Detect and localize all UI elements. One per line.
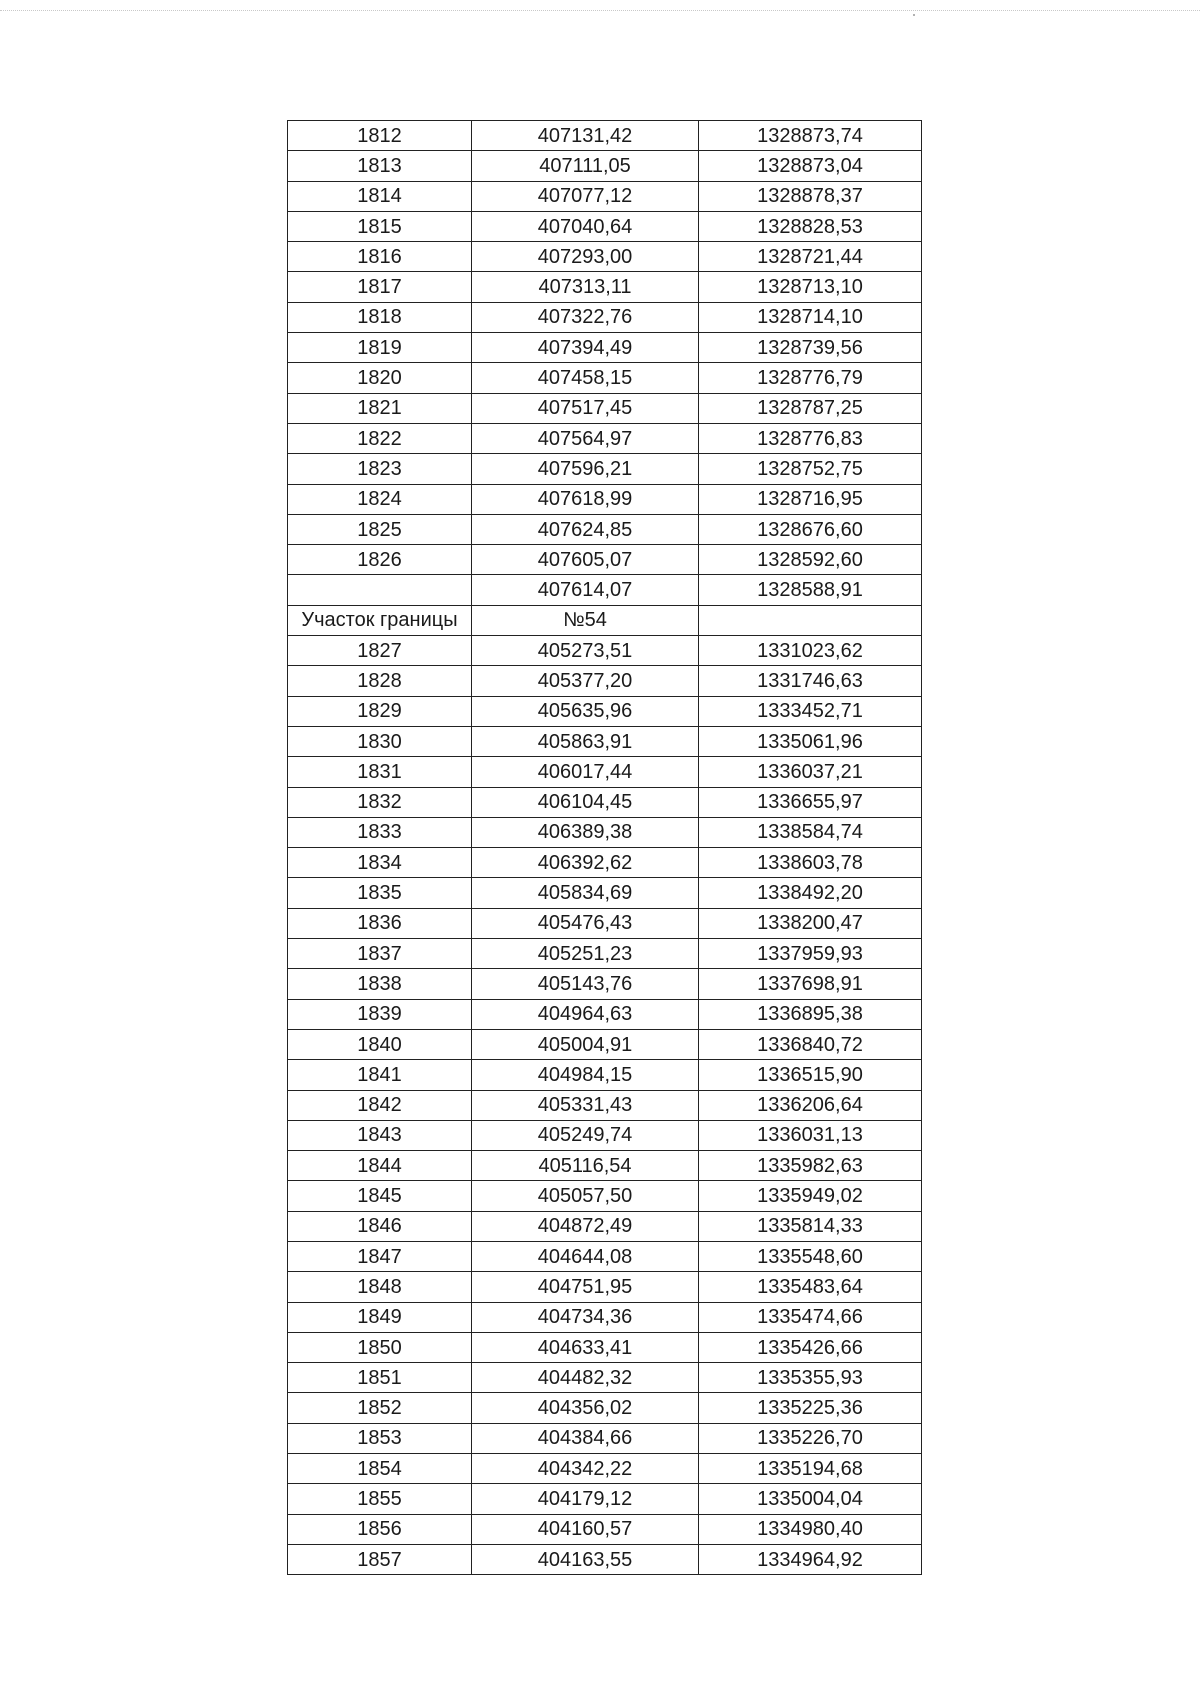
- point-number-cell: 1832: [288, 787, 472, 817]
- point-number-cell: 1849: [288, 1302, 472, 1332]
- y-coordinate-cell: 1336655,97: [699, 787, 922, 817]
- table-row: [288, 696, 922, 726]
- x-coordinate-cell: 404633,41: [472, 1332, 699, 1362]
- coordinates-table: [287, 120, 922, 1575]
- table-row: [288, 939, 922, 969]
- table-row: [288, 423, 922, 453]
- table-row: [288, 1302, 922, 1332]
- y-coordinate-cell: 1337698,91: [699, 969, 922, 999]
- table-row: [288, 1332, 922, 1362]
- table-row: [288, 969, 922, 999]
- point-number-cell: 1818: [288, 302, 472, 332]
- point-number-cell: 1848: [288, 1272, 472, 1302]
- point-number-cell: 1852: [288, 1393, 472, 1423]
- x-coordinate-cell: 404984,15: [472, 1060, 699, 1090]
- y-coordinate-cell: 1338200,47: [699, 908, 922, 938]
- y-coordinate-cell: 1335004,04: [699, 1484, 922, 1514]
- x-coordinate-cell: 407394,49: [472, 333, 699, 363]
- point-number-cell: 1846: [288, 1211, 472, 1241]
- x-coordinate-cell: 405331,43: [472, 1090, 699, 1120]
- table-row: [288, 1454, 922, 1484]
- table-row: [288, 1363, 922, 1393]
- x-coordinate-cell: 405116,54: [472, 1151, 699, 1181]
- table-row: [288, 333, 922, 363]
- table-row: [288, 1060, 922, 1090]
- y-coordinate-cell: 1328676,60: [699, 514, 922, 544]
- x-coordinate-cell: 405273,51: [472, 636, 699, 666]
- point-number-cell: 1828: [288, 666, 472, 696]
- y-coordinate-cell: 1335982,63: [699, 1151, 922, 1181]
- x-coordinate-cell: 405863,91: [472, 726, 699, 756]
- y-coordinate-cell: 1328716,95: [699, 484, 922, 514]
- point-number-cell: 1853: [288, 1423, 472, 1453]
- point-number-cell: 1815: [288, 211, 472, 241]
- table-row: [288, 575, 922, 605]
- point-number-cell: 1821: [288, 393, 472, 423]
- scan-edge-line: [0, 10, 1200, 11]
- table-row: [288, 1090, 922, 1120]
- y-coordinate-cell: 1336895,38: [699, 999, 922, 1029]
- y-coordinate-cell: 1328873,04: [699, 151, 922, 181]
- point-number-cell: 1839: [288, 999, 472, 1029]
- y-coordinate-cell: 1335061,96: [699, 726, 922, 756]
- y-coordinate-cell: 1328752,75: [699, 454, 922, 484]
- table-row: [288, 514, 922, 544]
- table-row: [288, 454, 922, 484]
- point-number-cell: 1854: [288, 1454, 472, 1484]
- table-row: [288, 1181, 922, 1211]
- x-coordinate-cell: 406104,45: [472, 787, 699, 817]
- table-row: [288, 302, 922, 332]
- x-coordinate-cell: 404872,49: [472, 1211, 699, 1241]
- x-coordinate-cell: 404482,32: [472, 1363, 699, 1393]
- table-row: [288, 1514, 922, 1544]
- table-row: [288, 121, 922, 151]
- point-number-cell: 1822: [288, 423, 472, 453]
- y-coordinate-cell: 1335474,66: [699, 1302, 922, 1332]
- y-coordinate-cell: 1334964,92: [699, 1544, 922, 1574]
- x-coordinate-cell: 407111,05: [472, 151, 699, 181]
- point-number-cell: Участок границы: [288, 605, 472, 635]
- point-number-cell: 1841: [288, 1060, 472, 1090]
- table-row: [288, 242, 922, 272]
- y-coordinate-cell: 1335814,33: [699, 1211, 922, 1241]
- y-coordinate-cell: 1336031,13: [699, 1120, 922, 1150]
- table-row: [288, 1484, 922, 1514]
- y-coordinate-cell: 1328592,60: [699, 545, 922, 575]
- table-row: [288, 999, 922, 1029]
- y-coordinate-cell: 1338603,78: [699, 848, 922, 878]
- point-number-cell: 1831: [288, 757, 472, 787]
- y-coordinate-cell: 1328714,10: [699, 302, 922, 332]
- x-coordinate-cell: 407618,99: [472, 484, 699, 514]
- x-coordinate-cell: 407077,12: [472, 181, 699, 211]
- x-coordinate-cell: 407605,07: [472, 545, 699, 575]
- x-coordinate-cell: 404964,63: [472, 999, 699, 1029]
- x-coordinate-cell: 407458,15: [472, 363, 699, 393]
- x-coordinate-cell: 404160,57: [472, 1514, 699, 1544]
- table-row: [288, 272, 922, 302]
- x-coordinate-cell: 404751,95: [472, 1272, 699, 1302]
- point-number-cell: 1835: [288, 878, 472, 908]
- table-row: [288, 1393, 922, 1423]
- point-number-cell: 1825: [288, 514, 472, 544]
- x-coordinate-cell: 406017,44: [472, 757, 699, 787]
- y-coordinate-cell: 1336515,90: [699, 1060, 922, 1090]
- x-coordinate-cell: 404356,02: [472, 1393, 699, 1423]
- y-coordinate-cell: 1328878,37: [699, 181, 922, 211]
- table-row: [288, 787, 922, 817]
- table-row: [288, 636, 922, 666]
- x-coordinate-cell: 407614,07: [472, 575, 699, 605]
- point-number-cell: 1817: [288, 272, 472, 302]
- x-coordinate-cell: 404644,08: [472, 1241, 699, 1271]
- point-number-cell: 1820: [288, 363, 472, 393]
- point-number-cell: 1836: [288, 908, 472, 938]
- point-number-cell: 1819: [288, 333, 472, 363]
- point-number-cell: 1855: [288, 1484, 472, 1514]
- table-row: [288, 393, 922, 423]
- y-coordinate-cell: 1335194,68: [699, 1454, 922, 1484]
- section-header-row: [288, 605, 922, 635]
- point-number-cell: [288, 575, 472, 605]
- table-row: [288, 1029, 922, 1059]
- x-coordinate-cell: 406389,38: [472, 817, 699, 847]
- x-coordinate-cell: 404163,55: [472, 1544, 699, 1574]
- x-coordinate-cell: 407131,42: [472, 121, 699, 151]
- y-coordinate-cell: 1331023,62: [699, 636, 922, 666]
- table-row: [288, 211, 922, 241]
- y-coordinate-cell: 1335949,02: [699, 1181, 922, 1211]
- x-coordinate-cell: 405476,43: [472, 908, 699, 938]
- y-coordinate-cell: 1334980,40: [699, 1514, 922, 1544]
- x-coordinate-cell: 407624,85: [472, 514, 699, 544]
- x-coordinate-cell: 405834,69: [472, 878, 699, 908]
- table-row: [288, 1211, 922, 1241]
- point-number-cell: 1827: [288, 636, 472, 666]
- point-number-cell: 1850: [288, 1332, 472, 1362]
- point-number-cell: 1845: [288, 1181, 472, 1211]
- table-row: [288, 1544, 922, 1574]
- point-number-cell: 1826: [288, 545, 472, 575]
- x-coordinate-cell: 404342,22: [472, 1454, 699, 1484]
- point-number-cell: 1816: [288, 242, 472, 272]
- x-coordinate-cell: 407040,64: [472, 211, 699, 241]
- table-row: [288, 726, 922, 756]
- point-number-cell: 1837: [288, 939, 472, 969]
- x-coordinate-cell: 405251,23: [472, 939, 699, 969]
- x-coordinate-cell: 407313,11: [472, 272, 699, 302]
- y-coordinate-cell: 1328713,10: [699, 272, 922, 302]
- table-row: [288, 908, 922, 938]
- x-coordinate-cell: 405377,20: [472, 666, 699, 696]
- point-number-cell: 1857: [288, 1544, 472, 1574]
- y-coordinate-cell: 1336037,21: [699, 757, 922, 787]
- point-number-cell: 1833: [288, 817, 472, 847]
- x-coordinate-cell: 406392,62: [472, 848, 699, 878]
- table-row: [288, 1272, 922, 1302]
- table-row: [288, 666, 922, 696]
- point-number-cell: 1824: [288, 484, 472, 514]
- x-coordinate-cell: 405249,74: [472, 1120, 699, 1150]
- y-coordinate-cell: 1333452,71: [699, 696, 922, 726]
- point-number-cell: 1840: [288, 1029, 472, 1059]
- x-coordinate-cell: 404734,36: [472, 1302, 699, 1332]
- table-row: [288, 484, 922, 514]
- x-coordinate-cell: 405004,91: [472, 1029, 699, 1059]
- point-number-cell: 1814: [288, 181, 472, 211]
- table-row: [288, 1423, 922, 1453]
- x-coordinate-cell: 407596,21: [472, 454, 699, 484]
- y-coordinate-cell: 1335548,60: [699, 1241, 922, 1271]
- point-number-cell: 1851: [288, 1363, 472, 1393]
- coordinates-table-body: [288, 121, 922, 1575]
- point-number-cell: 1838: [288, 969, 472, 999]
- y-coordinate-cell: 1328828,53: [699, 211, 922, 241]
- table-row: [288, 1120, 922, 1150]
- scan-speck: [913, 14, 915, 16]
- x-coordinate-cell: 405057,50: [472, 1181, 699, 1211]
- table-row: [288, 848, 922, 878]
- table-row: [288, 757, 922, 787]
- point-number-cell: 1812: [288, 121, 472, 151]
- x-coordinate-cell: 405635,96: [472, 696, 699, 726]
- point-number-cell: 1843: [288, 1120, 472, 1150]
- y-coordinate-cell: 1328873,74: [699, 121, 922, 151]
- y-coordinate-cell: 1328787,25: [699, 393, 922, 423]
- table-row: [288, 545, 922, 575]
- point-number-cell: 1844: [288, 1151, 472, 1181]
- y-coordinate-cell: 1328739,56: [699, 333, 922, 363]
- y-coordinate-cell: 1328776,79: [699, 363, 922, 393]
- y-coordinate-cell: 1337959,93: [699, 939, 922, 969]
- point-number-cell: 1830: [288, 726, 472, 756]
- y-coordinate-cell: 1338492,20: [699, 878, 922, 908]
- y-coordinate-cell: 1335483,64: [699, 1272, 922, 1302]
- table-row: [288, 151, 922, 181]
- y-coordinate-cell: 1336840,72: [699, 1029, 922, 1059]
- x-coordinate-cell: №54: [472, 605, 699, 635]
- y-coordinate-cell: 1335225,36: [699, 1393, 922, 1423]
- x-coordinate-cell: 404384,66: [472, 1423, 699, 1453]
- point-number-cell: 1847: [288, 1241, 472, 1271]
- point-number-cell: 1829: [288, 696, 472, 726]
- point-number-cell: 1856: [288, 1514, 472, 1544]
- point-number-cell: 1842: [288, 1090, 472, 1120]
- x-coordinate-cell: 407517,45: [472, 393, 699, 423]
- y-coordinate-cell: 1328776,83: [699, 423, 922, 453]
- table-row: [288, 1241, 922, 1271]
- y-coordinate-cell: 1331746,63: [699, 666, 922, 696]
- y-coordinate-cell: 1335226,70: [699, 1423, 922, 1453]
- y-coordinate-cell: 1335426,66: [699, 1332, 922, 1362]
- y-coordinate-cell: 1338584,74: [699, 817, 922, 847]
- table-row: [288, 817, 922, 847]
- x-coordinate-cell: 407564,97: [472, 423, 699, 453]
- x-coordinate-cell: 404179,12: [472, 1484, 699, 1514]
- table-row: [288, 181, 922, 211]
- table-row: [288, 878, 922, 908]
- y-coordinate-cell: 1336206,64: [699, 1090, 922, 1120]
- x-coordinate-cell: 407293,00: [472, 242, 699, 272]
- point-number-cell: 1823: [288, 454, 472, 484]
- y-coordinate-cell: 1328588,91: [699, 575, 922, 605]
- y-coordinate-cell: [699, 605, 922, 635]
- table-row: [288, 363, 922, 393]
- point-number-cell: 1834: [288, 848, 472, 878]
- table-row: [288, 1151, 922, 1181]
- x-coordinate-cell: 405143,76: [472, 969, 699, 999]
- y-coordinate-cell: 1335355,93: [699, 1363, 922, 1393]
- point-number-cell: 1813: [288, 151, 472, 181]
- x-coordinate-cell: 407322,76: [472, 302, 699, 332]
- y-coordinate-cell: 1328721,44: [699, 242, 922, 272]
